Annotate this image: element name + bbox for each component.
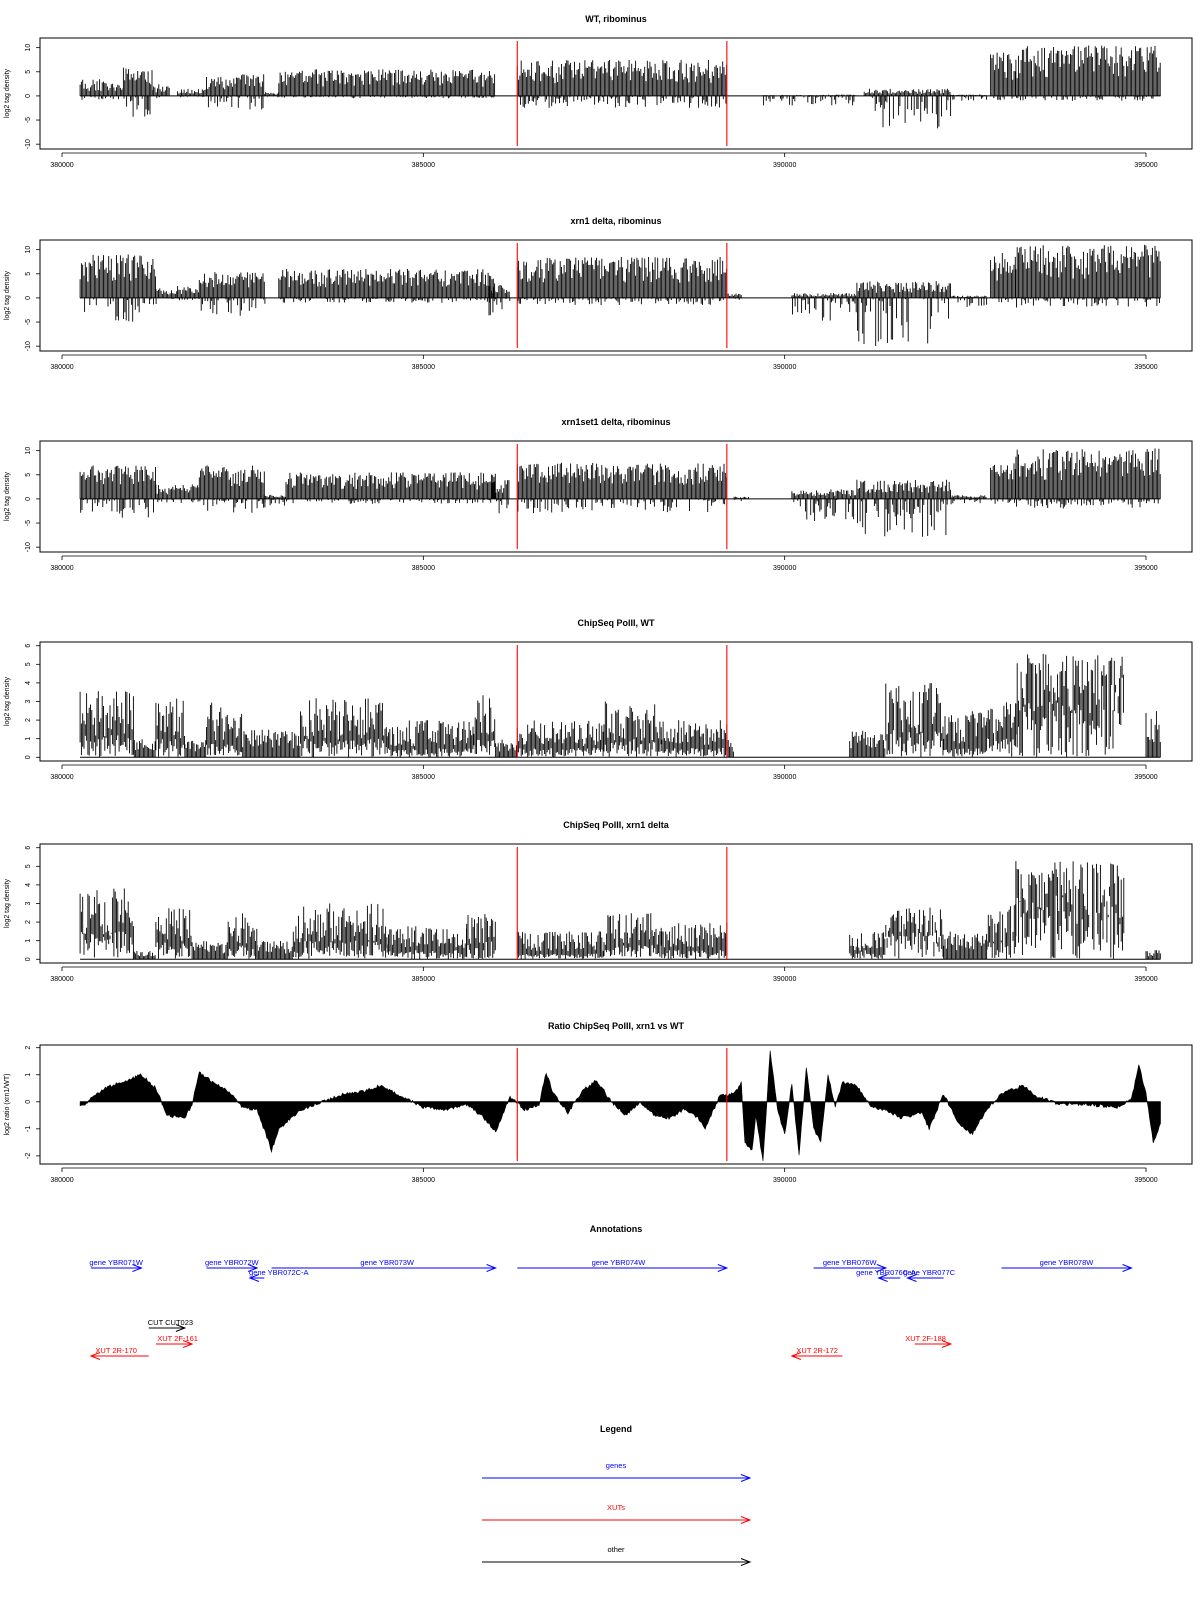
y-tick-label: 10: [25, 446, 32, 455]
y-tick-label: 5: [25, 69, 32, 74]
y-tick-label: 10: [25, 245, 32, 254]
x-tick-label: 395000: [1134, 976, 1158, 983]
signal-bars: [207, 74, 265, 109]
signal-bars: [857, 281, 951, 346]
x-tick-label: 380000: [50, 364, 74, 371]
signal-bars: [387, 720, 473, 757]
feature-label: CUT CUT023: [147, 1318, 194, 1327]
x-tick-label: 390000: [772, 976, 797, 983]
feature-label: gene YBR073W: [360, 1258, 415, 1267]
y-tick-label: -5: [25, 519, 32, 527]
y-tick-label: 6: [25, 643, 32, 648]
x-tick-label: 385000: [411, 774, 436, 781]
signal-bars: [492, 480, 510, 513]
signal-bars: [886, 908, 943, 959]
panel-title: ChipSeq PolII, WT: [577, 618, 655, 628]
y-axis-label: log2 ratio (xrn1/WT): [4, 1073, 11, 1136]
signal-bars: [517, 931, 603, 959]
signal-bars: [156, 485, 200, 503]
y-axis-label: log2 tag density: [4, 878, 11, 929]
signal-bars: [987, 904, 1016, 959]
annotation-feature: [517, 1258, 727, 1272]
x-tick-label: 390000: [772, 1177, 797, 1184]
y-axis-label: log2 tag density: [4, 68, 11, 119]
x-tick-label: 395000: [1134, 1177, 1158, 1184]
signal-bars: [264, 495, 285, 506]
signal-bars: [80, 691, 133, 757]
x-tick-label: 380000: [50, 162, 74, 169]
signal-bars: [293, 904, 387, 960]
y-tick-label: 5: [25, 662, 32, 667]
feature-label: XUT 2R-170: [95, 1346, 137, 1355]
signal-bars: [156, 908, 191, 958]
panel-title: WT, ribominus: [585, 14, 647, 24]
signal-bars: [991, 253, 1016, 302]
x-tick-label: 390000: [772, 162, 797, 169]
signal-bars: [1103, 657, 1124, 755]
y-tick-label: 1: [25, 938, 32, 943]
legend-item-label: genes: [605, 1461, 627, 1470]
panel-title: Ratio ChipSeq PolII, xrn1 vs WT: [547, 1021, 685, 1031]
signal-bars: [387, 926, 466, 959]
signal-bars: [944, 932, 987, 960]
panel-6: [4, 1021, 1192, 1184]
x-tick-label: 385000: [411, 976, 436, 983]
y-tick-label: 10: [25, 43, 32, 52]
feature-label: gene YBR076W: [822, 1258, 877, 1267]
signal-bars: [850, 731, 885, 758]
signal-bars: [517, 60, 726, 108]
legend-item: [482, 1545, 750, 1566]
signal-bars: [496, 740, 517, 758]
annotation-feature: [1001, 1258, 1131, 1272]
feature-label: gene YBR074W: [591, 1258, 646, 1267]
signal-bars: [80, 79, 124, 100]
y-tick-label: 0: [25, 755, 32, 760]
signal-bars: [662, 720, 727, 757]
signal-bars: [207, 703, 242, 756]
signal-bars: [1016, 46, 1161, 101]
feature-label: gene YBR077C: [903, 1268, 956, 1277]
x-tick-label: 385000: [411, 565, 436, 572]
feature-label: gene YBR076C-A: [856, 1268, 916, 1277]
panel-title: ChipSeq PolII, xrn1 delta: [563, 820, 669, 830]
x-tick-label: 380000: [50, 565, 74, 572]
signal-bars: [474, 695, 495, 755]
y-tick-label: -2: [25, 1152, 32, 1160]
x-tick-label: 385000: [411, 1177, 436, 1184]
signal-bars: [944, 711, 987, 757]
signal-bars: [1016, 861, 1124, 959]
x-tick-label: 390000: [772, 774, 797, 781]
signal-bars: [185, 740, 206, 757]
y-tick-label: 5: [25, 864, 32, 869]
y-axis-label: log2 tag density: [4, 471, 11, 522]
signal-bars: [279, 69, 495, 98]
y-tick-label: 0: [25, 1099, 32, 1104]
y-tick-label: -1: [25, 1125, 32, 1132]
signal-bars: [1016, 654, 1102, 757]
signal-bars: [134, 951, 155, 959]
signal-bars: [80, 889, 133, 960]
signal-bars: [951, 95, 987, 101]
signal-bars: [991, 463, 1016, 503]
signal-bars: [991, 53, 1016, 101]
feature-label: XUT 2F-188: [905, 1334, 946, 1343]
signal-bars: [199, 465, 265, 512]
signal-bars: [727, 294, 742, 300]
signal-bars: [123, 68, 152, 117]
y-axis-label: log2 tag density: [4, 676, 11, 727]
x-tick-label: 385000: [411, 162, 436, 169]
y-tick-label: 0: [25, 957, 32, 962]
x-tick-label: 380000: [50, 1177, 74, 1184]
signal-bars: [264, 92, 279, 97]
y-tick-label: 5: [25, 472, 32, 477]
x-tick-label: 385000: [411, 364, 436, 371]
signal-bars: [1146, 711, 1160, 757]
y-tick-label: 2: [25, 1045, 32, 1050]
signal-bars: [864, 89, 950, 129]
x-tick-label: 395000: [1134, 162, 1158, 169]
y-tick-label: 3: [25, 901, 32, 906]
y-tick-label: 0: [25, 295, 32, 300]
signal-bars: [517, 463, 726, 513]
x-tick-label: 390000: [772, 565, 797, 572]
signal-bars: [662, 923, 727, 960]
feature-label: XUT 2F-161: [157, 1334, 198, 1343]
signal-bars: [792, 489, 858, 521]
legend-panel: [482, 1424, 750, 1566]
signal-bars: [886, 683, 943, 757]
panel-1: [4, 14, 1192, 169]
signal-bars: [604, 702, 661, 757]
annotation-feature: [903, 1268, 956, 1282]
y-tick-label: 1: [25, 736, 32, 741]
x-tick-label: 395000: [1134, 565, 1158, 572]
signal-bars: [1016, 449, 1160, 509]
x-tick-label: 395000: [1134, 774, 1158, 781]
annotations-panel: [89, 1224, 1131, 1360]
signal-bars: [199, 272, 265, 316]
y-tick-label: 6: [25, 845, 32, 850]
annotation-feature: [91, 1346, 149, 1360]
signal-bars: [257, 941, 292, 959]
panel-5: [4, 820, 1192, 983]
signal-bars: [850, 932, 885, 959]
y-tick-label: -5: [25, 116, 32, 124]
panel-2: [4, 216, 1192, 371]
feature-label: gene YBR072C-A: [249, 1268, 309, 1277]
panel-title: xrn1set1 delta, ribominus: [561, 417, 671, 427]
feature-label: XUT 2R-172: [796, 1346, 838, 1355]
y-tick-label: 5: [25, 271, 32, 276]
annotation-feature: [156, 1334, 198, 1348]
feature-label: gene YBR071W: [89, 1258, 144, 1267]
panel-title: xrn1 delta, ribominus: [570, 216, 662, 226]
y-tick-label: -10: [25, 341, 32, 352]
ratio-area: [80, 1051, 1160, 1161]
y-tick-label: 2: [25, 718, 32, 723]
signal-bars: [156, 699, 185, 757]
y-tick-label: 1: [25, 1072, 32, 1077]
signal-bars: [987, 702, 1016, 756]
legend-item-label: other: [607, 1545, 625, 1554]
feature-label: gene YBR072W: [204, 1258, 259, 1267]
legend-item-label: XUTs: [607, 1503, 625, 1512]
annotations-title: Annotations: [589, 1224, 643, 1234]
y-tick-label: 4: [25, 882, 32, 887]
panel-3: [4, 417, 1192, 572]
legend-item: [482, 1461, 750, 1482]
annotation-feature: [792, 1346, 843, 1360]
signal-bars: [228, 914, 257, 960]
signal-bars: [1146, 950, 1160, 959]
signal-bars: [857, 480, 951, 537]
y-axis-label: log2 tag density: [4, 270, 11, 321]
legend-title: Legend: [599, 1424, 633, 1434]
x-tick-label: 380000: [50, 976, 74, 983]
y-tick-label: 3: [25, 699, 32, 704]
annotation-feature: [249, 1268, 308, 1282]
signal-bars: [951, 296, 987, 307]
legend-item: [482, 1503, 750, 1524]
panel-4: [4, 618, 1192, 781]
signal-bars: [467, 914, 496, 959]
feature-label: gene YBR078W: [1039, 1258, 1094, 1267]
y-tick-label: -10: [25, 139, 32, 150]
y-tick-label: 4: [25, 680, 32, 685]
signal-bars: [243, 730, 300, 758]
signal-bars: [763, 95, 821, 105]
y-tick-label: -10: [25, 542, 32, 553]
signal-bars: [80, 255, 156, 322]
y-tick-label: 0: [25, 93, 32, 98]
signal-bars: [517, 721, 603, 758]
y-tick-label: -5: [25, 318, 32, 326]
signal-bars: [134, 739, 155, 757]
signal-bars: [792, 293, 857, 321]
x-tick-label: 390000: [772, 364, 797, 371]
x-tick-label: 380000: [50, 774, 74, 781]
signal-bars: [80, 466, 155, 518]
signal-bars: [301, 698, 387, 757]
signal-bars: [192, 941, 227, 959]
signal-bars: [604, 913, 661, 957]
annotation-feature: [89, 1258, 144, 1272]
annotation-feature: [148, 1318, 193, 1332]
signal-bars: [727, 740, 734, 757]
y-tick-label: 0: [25, 496, 32, 501]
annotation-feature: [905, 1334, 951, 1348]
x-tick-label: 395000: [1134, 364, 1158, 371]
y-tick-label: 2: [25, 920, 32, 925]
